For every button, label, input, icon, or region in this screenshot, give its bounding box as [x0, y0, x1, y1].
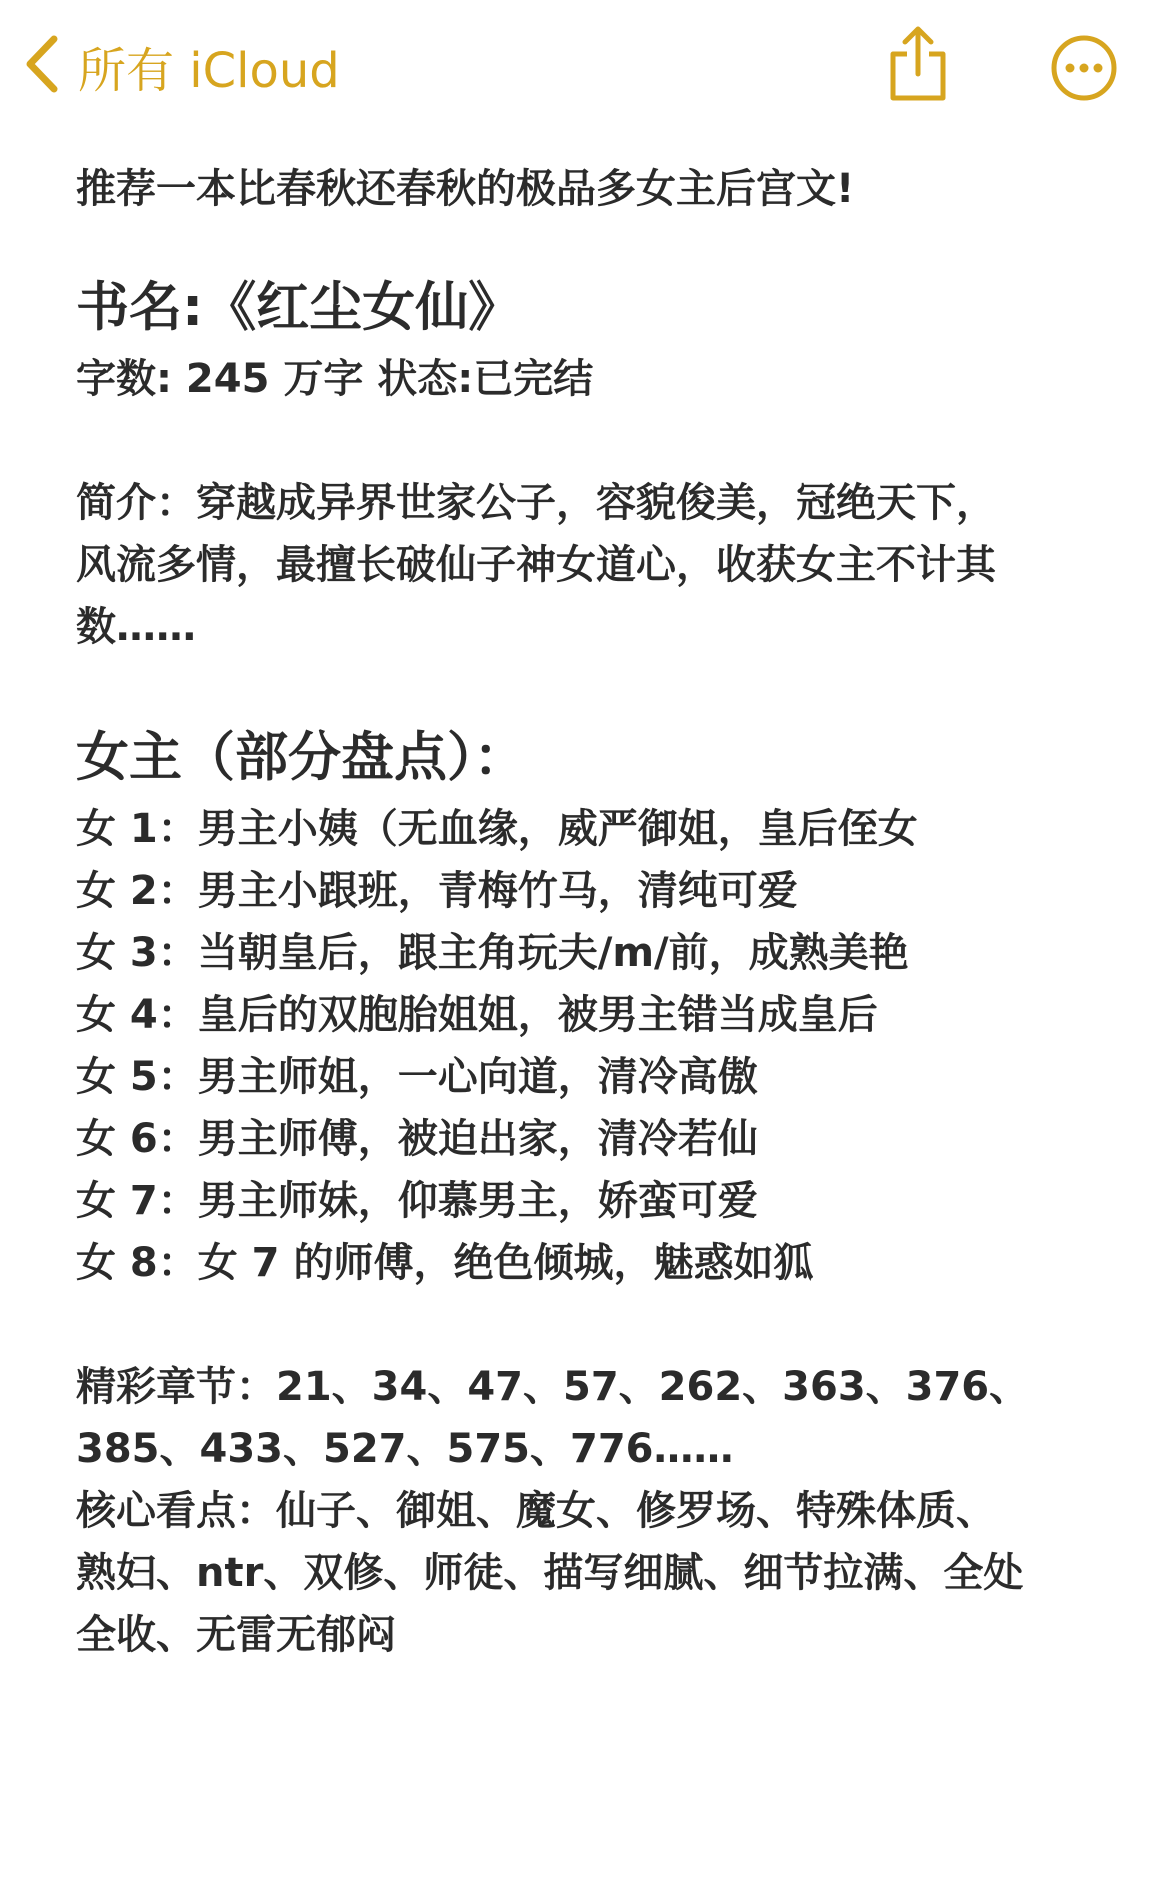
book-title: 书名:《红尘女仙》: [76, 277, 522, 338]
chapters-line: 385、433、527、575、776……: [76, 1426, 734, 1472]
back-label: 所有 iCloud: [78, 42, 340, 99]
chevron-left-icon: [22, 33, 62, 99]
book-stats: 字数: 245 万字 状态:已完结: [76, 356, 594, 402]
chapters-line: 精彩章节：21、34、47、57、262、363、376、: [76, 1364, 1030, 1410]
heroine-item: 女 6：男主师傅，被迫出家，清冷若仙: [76, 1116, 758, 1162]
highlights-line: 核心看点：仙子、御姐、魔女、修罗场、特殊体质、: [76, 1488, 996, 1534]
back-button[interactable]: [22, 34, 340, 98]
synopsis-line: 数……: [76, 604, 196, 650]
intro-line: 推荐一本比春秋还春秋的极品多女主后宫文!: [76, 166, 855, 212]
more-button[interactable]: [1050, 34, 1118, 102]
heroine-item: 女 4：皇后的双胞胎姐姐，被男主错当成皇后: [76, 992, 878, 1038]
share-icon: [885, 24, 951, 104]
heroine-item: 女 7：男主师妹，仰慕男主，娇蛮可爱: [76, 1178, 758, 1224]
share-button[interactable]: [885, 24, 951, 104]
heroine-item: 女 2：男主小跟班，青梅竹马，清纯可爱: [76, 868, 798, 914]
synopsis-line: 风流多情，最擅长破仙子神女道心，收获女主不计其: [76, 542, 996, 588]
navigation-bar: [0, 0, 1170, 140]
heroine-item: 女 5：男主师姐，一心向道，清冷高傲: [76, 1054, 758, 1100]
heroine-item: 女 3：当朝皇后，跟主角玩夫/m/前，成熟美艳: [76, 930, 909, 976]
heroines-heading: 女主（部分盘点）：: [76, 727, 527, 788]
synopsis-line: 简介：穿越成异界世家公子，容貌俊美，冠绝天下，: [76, 480, 996, 526]
heroine-item: 女 1：男主小姨（无血缘，威严御姐，皇后侄女: [76, 806, 918, 852]
more-icon: [1050, 34, 1118, 102]
note-body[interactable]: [76, 150, 1096, 1666]
highlights-line: 全收、无雷无郁闷: [76, 1612, 396, 1658]
highlights-line: 熟妇、ntr、双修、师徒、描写细腻、细节拉满、全处: [76, 1550, 1024, 1596]
heroine-item: 女 8：女 7 的师傅，绝色倾城，魅惑如狐: [76, 1240, 814, 1286]
